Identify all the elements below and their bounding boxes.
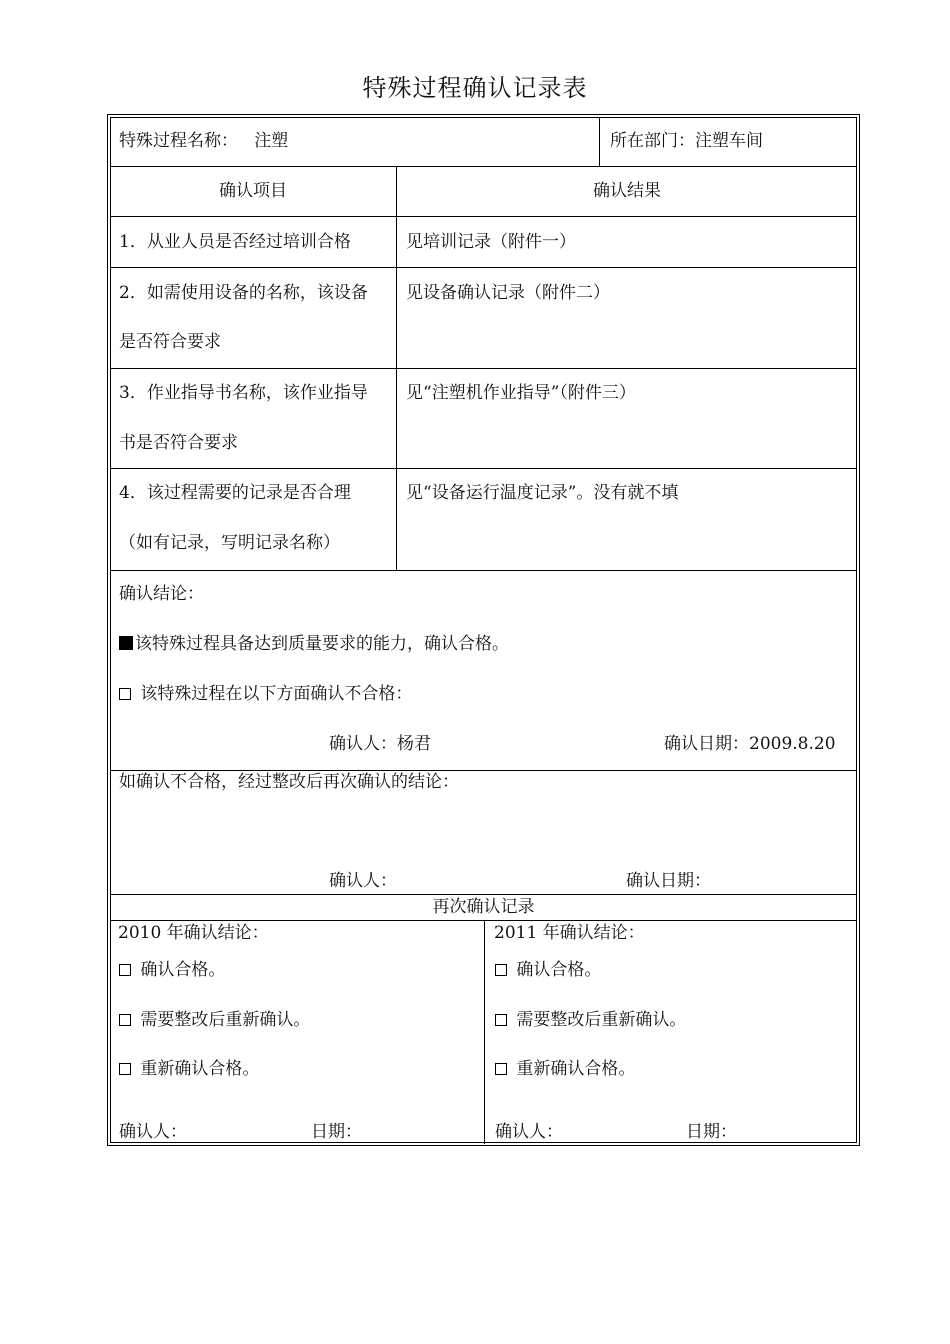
row-1-result: 见培训记录（附件一） [406, 232, 576, 252]
divider [110, 570, 857, 571]
process-name-value: 注塑 [254, 131, 289, 151]
divider [110, 368, 857, 369]
column-header-result: 确认结果 [593, 181, 661, 201]
year-2010-option-repass[interactable] [119, 1059, 259, 1079]
year-2010-date: 日期： [311, 1122, 362, 1142]
year-2011-date: 日期： [686, 1122, 737, 1142]
divider [484, 920, 485, 1144]
checkbox-icon[interactable] [495, 964, 507, 976]
divider [110, 770, 857, 771]
row-2-item-line2: 是否符合要求 [119, 332, 221, 352]
option-label: 确认合格。 [140, 960, 226, 980]
divider [110, 166, 857, 167]
year-2011-option-repass[interactable] [495, 1059, 635, 1079]
checked-box-icon[interactable] [119, 636, 133, 650]
row-4-item-line1: 4．该过程需要的记录是否合理 [119, 483, 351, 503]
divider [396, 166, 397, 571]
option-label: 需要整改后重新确认。 [516, 1010, 687, 1030]
row-4-result: 见“设备运行温度记录”。没有就不填 [406, 483, 679, 503]
department-value: 注塑车间 [695, 131, 763, 151]
process-name-label: 特殊过程名称： [119, 131, 238, 151]
option-label: 确认合格。 [516, 960, 602, 980]
divider [110, 267, 857, 268]
option-label: 需要整改后重新确认。 [140, 1010, 311, 1030]
process-name-field [119, 131, 288, 151]
reconfirm-date: 确认日期： [626, 871, 711, 891]
option-label: 重新确认合格。 [140, 1059, 260, 1079]
row-4-item-line2: （如有记录，写明记录名称） [119, 533, 340, 553]
year-2011-confirmer: 确认人： [495, 1122, 563, 1142]
row-3-item-line2: 书是否符合要求 [119, 433, 238, 453]
checkbox-icon[interactable] [119, 1063, 131, 1075]
checkbox-icon[interactable] [119, 1014, 131, 1026]
department-label: 所在部门： [610, 131, 695, 151]
year-2011-option-rectify[interactable] [495, 1010, 686, 1030]
conclusion-label: 确认结论： [119, 584, 204, 604]
record-title: 再次确认记录 [432, 897, 535, 917]
checkbox-icon[interactable] [495, 1063, 507, 1075]
row-1-item: 1．从业人员是否经过培训合格 [119, 232, 351, 252]
year-2011-label: 2011 年确认结论： [494, 923, 645, 943]
divider [110, 216, 857, 217]
checkbox-icon[interactable] [119, 964, 131, 976]
conclusion-date: 确认日期：2009.8.20 [664, 734, 836, 754]
row-2-result: 见设备确认记录（附件二） [406, 283, 610, 303]
conclusion-option-fail[interactable] [119, 684, 412, 704]
reconfirm-label: 如确认不合格，经过整改后再次确认的结论： [119, 772, 459, 792]
checkbox-icon[interactable] [119, 688, 131, 700]
checkbox-icon[interactable] [495, 1014, 507, 1026]
year-2011-option-pass[interactable] [495, 960, 601, 980]
conclusion-confirmer: 确认人：杨君 [329, 734, 431, 754]
row-3-result: 见“注塑机作业指导”（附件三） [406, 383, 636, 403]
row-3-item-line1: 3．作业指导书名称，该作业指导 [119, 383, 368, 403]
option-fail-label: 该特殊过程在以下方面确认不合格： [140, 684, 413, 704]
column-header-item: 确认项目 [219, 181, 287, 201]
conclusion-option-pass[interactable] [119, 634, 509, 654]
option-pass-label: 该特殊过程具备达到质量要求的能力，确认合格。 [135, 634, 509, 654]
page-title: 特殊过程确认记录表 [362, 74, 588, 102]
year-2010-option-rectify[interactable] [119, 1010, 310, 1030]
divider [110, 894, 857, 895]
reconfirm-confirmer: 确认人： [329, 871, 397, 891]
year-2010-label: 2010 年确认结论： [118, 923, 269, 943]
year-2010-confirmer: 确认人： [119, 1122, 187, 1142]
option-label: 重新确认合格。 [516, 1059, 636, 1079]
row-2-item-line1: 2．如需使用设备的名称，该设备 [119, 283, 368, 303]
department-field [610, 131, 763, 151]
divider [599, 117, 600, 167]
divider [110, 468, 857, 469]
year-2010-option-pass[interactable] [119, 960, 225, 980]
